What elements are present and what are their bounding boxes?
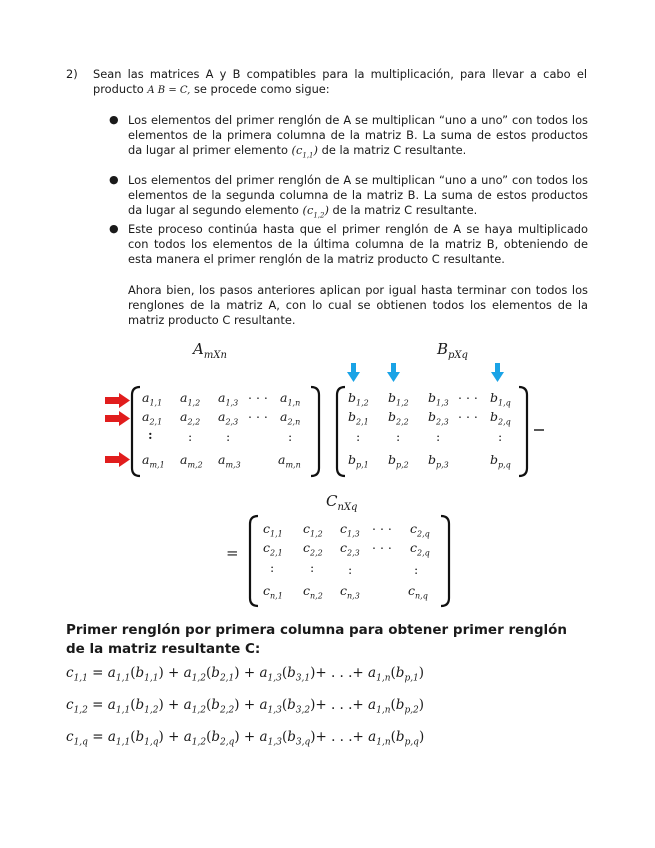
formula-c11: $c_{1,1} = a_{1,1}(b_{1,1}) + a_{1,2}(b_{2,1}) + a_{1,3}(b_{3,1})+$ . . .+ $a_{1,n}(b_{p,1})$ xyxy=(66,665,425,684)
bullet-2-symbol: $(c_{1,2})$ xyxy=(302,203,329,220)
bullet-dot: ● xyxy=(109,113,119,126)
red-arrow-row-1 xyxy=(105,393,130,408)
bullet-2-pre: Los elementos del primer renglón de A se multiplican “uno a uno” con todos los elementos de la segunda columna de la matriz B. La suma de estos productos da lugar al segundo elemento xyxy=(128,173,588,217)
matrix-c-label: $C_{nXq}$ xyxy=(326,492,358,513)
matrix-c-cell: $c_{2,2}$ xyxy=(303,540,323,558)
red-arrow-row-2 xyxy=(105,411,130,426)
matrix-c-vdots: : xyxy=(414,562,419,577)
matrix-a-vdots: : xyxy=(226,429,231,444)
matrix-a-ellipsis: . . . xyxy=(248,387,268,402)
matrix-b-cell: $b_{p,1}$ xyxy=(348,452,369,470)
matrix-c-vdots: : xyxy=(348,562,353,577)
bullet-dot: ● xyxy=(109,173,119,186)
matrix-a-cell: $a_{1,3}$ xyxy=(218,390,239,408)
matrix-b-cell: $b_{p,q}$ xyxy=(490,452,511,470)
closing-paragraph: Ahora bien, los pasos anteriores aplican por igual hasta terminar con todos los renglones de la matriz A, con lo cual se obtienen todos los elementos de la matriz producto C resultante. xyxy=(128,283,588,327)
matrix-b-ellipsis: . . . xyxy=(458,406,478,421)
matrix-c-cell: $c_{n,3}$ xyxy=(340,583,360,601)
section-heading: Primer renglón por primera columna para obtener primer renglón de la matriz resultante C: xyxy=(66,622,568,657)
bullet-dot: ● xyxy=(109,222,119,235)
matrix-b-vdots: : xyxy=(356,429,361,444)
matrix-a-cell: $a_{1,1}$ xyxy=(142,390,163,408)
matrix-c-vdots: : xyxy=(310,560,315,575)
blue-arrow-col-2 xyxy=(387,363,400,382)
matrix-a-cell: $a_{m,3}$ xyxy=(218,452,241,470)
matrix-c-cell: $c_{2,q}$ xyxy=(410,521,430,539)
matrix-c-ellipsis: . . . xyxy=(372,537,392,552)
matrix-b-cell: $b_{2,1}$ xyxy=(348,409,369,427)
formula-c12: $c_{1,2} = a_{1,1}(b_{1,2}) + a_{1,2}(b_{2,2}) + a_{1,3}(b_{3,2})+$ . . .+ $a_{1,n}(b_{p,2})$ xyxy=(66,697,425,716)
bullet-2-post: de la matriz C resultante. xyxy=(328,203,478,217)
matrix-a-vdots: : xyxy=(288,429,293,444)
matrix-c-cell: $c_{2,3}$ xyxy=(340,540,360,558)
bullet-3: Este proceso continúa hasta que el primer renglón de A se haya multiplicado con todos los elementos de la última columna de la matriz B, obteniendo de esta manera el primer renglón de la matriz producto C resultante. xyxy=(128,222,588,266)
matrix-a-vdots: : xyxy=(148,427,153,442)
matrix-b-vdots: : xyxy=(498,429,503,444)
matrix-a-cell: $a_{2,2}$ xyxy=(180,409,201,427)
bullet-1-post: de la matriz C resultante. xyxy=(317,143,467,157)
matrix-b-cell: $b_{2,q}$ xyxy=(490,409,511,427)
matrix-a-right-bracket xyxy=(311,387,319,476)
matrix-b-vdots: : xyxy=(436,429,441,444)
blue-arrow-col-1 xyxy=(347,363,360,382)
item-number: 2) xyxy=(66,67,78,81)
intro-formula: A B = C, xyxy=(147,85,191,96)
matrix-a-left-bracket xyxy=(132,387,140,476)
matrix-b-right-bracket xyxy=(519,387,527,476)
matrix-c-cell: $c_{1,1}$ xyxy=(263,521,283,539)
matrix-a-ellipsis: . . . xyxy=(248,406,268,421)
matrix-a-cell: $a_{1,n}$ xyxy=(280,390,301,408)
matrix-c-right-bracket xyxy=(441,516,449,606)
matrix-b-cell: $b_{2,3}$ xyxy=(428,409,449,427)
matrix-b-ellipsis: . . . xyxy=(458,387,478,402)
matrix-c-cell: $c_{n,1}$ xyxy=(263,583,283,601)
matrix-b-vdots: : xyxy=(396,429,401,444)
matrix-c-cell: $c_{2,q}$ xyxy=(410,540,430,558)
matrix-c-cell: $c_{2,1}$ xyxy=(263,540,283,558)
matrix-a-cell: $a_{m,n}$ xyxy=(278,452,301,470)
matrix-a-label: $A_{mXn}$ xyxy=(193,340,227,361)
equals-sign: = xyxy=(226,544,239,562)
matrix-c-cell: $c_{n,2}$ xyxy=(303,583,323,601)
matrix-b-cell: $b_{1,q}$ xyxy=(490,390,511,408)
matrix-c-cell: $c_{1,3}$ xyxy=(340,521,360,539)
matrix-b-cell: $b_{p,3}$ xyxy=(428,452,449,470)
matrix-c-ellipsis: . . . xyxy=(372,518,392,533)
matrix-b-cell: $b_{p,2}$ xyxy=(388,452,409,470)
matrix-c-left-bracket xyxy=(250,516,258,606)
matrix-c-vdots: : xyxy=(270,560,275,575)
matrix-b-cell: $b_{1,2}$ xyxy=(348,390,369,408)
bullet-1-pre: Los elementos del primer renglón de A se multiplican “uno a uno” con todos los elementos de la primera columna de la matriz B. La suma de estos productos da lugar al primer elemento xyxy=(128,113,588,157)
matrix-c-cell: $c_{1,2}$ xyxy=(303,521,323,539)
matrix-b-cell: $b_{1,3}$ xyxy=(428,390,449,408)
matrix-b-left-bracket xyxy=(337,387,345,476)
matrix-a-cell: $a_{2,1}$ xyxy=(142,409,163,427)
matrix-b-cell: $b_{1,2}$ xyxy=(388,390,409,408)
matrix-b-cell: $b_{2,2}$ xyxy=(388,409,409,427)
bullet-1-symbol: $(c_{1,1})$ xyxy=(291,143,318,160)
matrix-b-label: $B_{pXq}$ xyxy=(437,340,468,361)
blue-arrow-col-q xyxy=(491,363,504,382)
formula-c1q: $c_{1,q} = a_{1,1}(b_{1,q}) + a_{1,2}(b_{2,q}) + a_{1,3}(b_{3,q})+$ . . .+ $a_{1,n}(b_{p,q})$ xyxy=(66,729,425,748)
matrix-c-cell: $c_{n,q}$ xyxy=(408,583,428,601)
intro-text-b: se procede como sigue: xyxy=(190,82,330,96)
intro-text-a: Sean las matrices A y B compatibles para la multiplicación, para llevar a cabo el producto xyxy=(93,67,587,96)
matrix-a-cell: $a_{2,3}$ xyxy=(218,409,239,427)
matrix-a-cell: $a_{2,n}$ xyxy=(280,409,301,427)
matrix-a-cell: $a_{1,2}$ xyxy=(180,390,201,408)
matrix-a-cell: $a_{m,1}$ xyxy=(142,452,165,470)
matrix-a-vdots: : xyxy=(188,429,193,444)
matrix-a-cell: $a_{m,2}$ xyxy=(180,452,203,470)
red-arrow-row-m xyxy=(105,452,130,467)
